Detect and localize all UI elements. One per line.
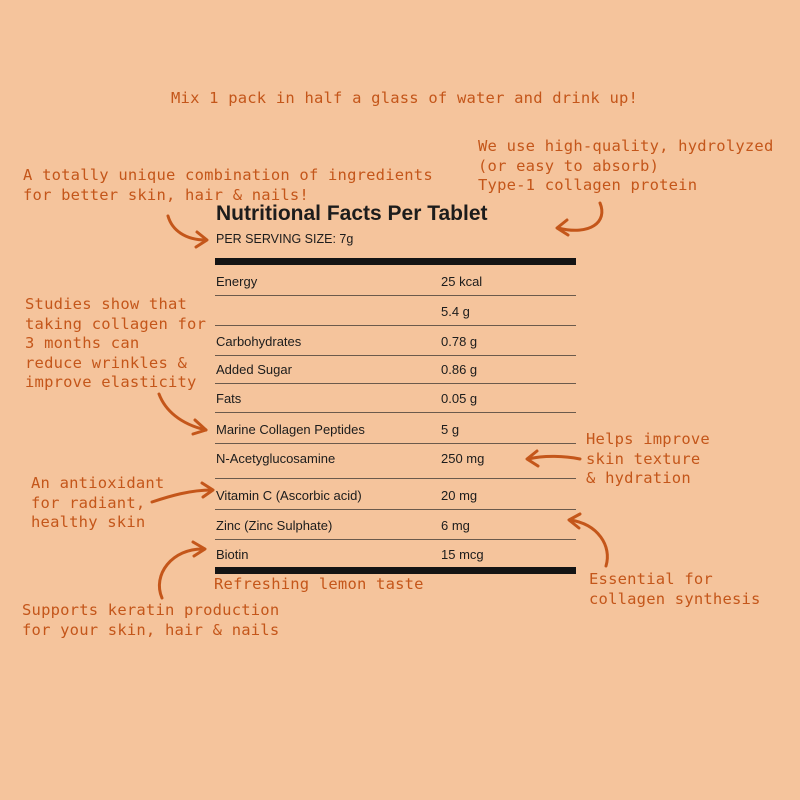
panel-title: Nutritional Facts Per Tablet [216, 202, 488, 225]
nutrient-name: Fats [216, 391, 242, 406]
nutrient-amount: 0.78 g [441, 334, 478, 349]
table-row [215, 413, 576, 444]
nutrient-amount: 5 g [441, 422, 460, 437]
table-row [215, 444, 576, 479]
table-row [215, 356, 576, 384]
nutrient-name: Carbohydrates [216, 334, 302, 349]
table-row [215, 540, 576, 568]
nutrient-amount: 0.05 g [441, 391, 478, 406]
antioxidant-note: An antioxidant for radiant, healthy skin [31, 474, 165, 531]
unique-combination-note: A totally unique combination of ingredients for better skin, hair & nails! [23, 166, 433, 204]
nutrient-amount: 15 mcg [441, 547, 484, 562]
nutrient-amount: 25 kcal [441, 274, 483, 289]
curved-arrow-icon [168, 216, 207, 247]
nutrient-name: Vitamin C (Ascorbic acid) [216, 488, 362, 503]
nutrient-amount: 0.86 g [441, 362, 478, 377]
serving-size: PER SERVING SIZE: 7g [216, 232, 354, 246]
curved-arrow-icon [557, 203, 602, 235]
skin-texture-note: Helps improve skin texture & hydration [586, 430, 710, 487]
table-row [215, 296, 576, 326]
nutrient-amount: 250 mg [441, 451, 485, 466]
collagen-synthesis-note: Essential for collagen synthesis [589, 570, 761, 608]
mix-instruction: Mix 1 pack in half a glass of water and drink up! [171, 89, 639, 107]
table-row [215, 265, 576, 296]
curved-arrow-icon [159, 542, 205, 598]
table-row [215, 510, 576, 540]
table-row [215, 326, 576, 356]
nutrient-amount: 20 mg [441, 488, 478, 503]
curved-arrow-icon [152, 483, 213, 502]
nutrient-amount: 6 mg [441, 518, 470, 533]
nutrient-name: Energy [216, 274, 258, 289]
nutrient-name: Marine Collagen Peptides [216, 422, 365, 437]
panel-top-rule [215, 258, 576, 265]
curved-arrow-icon [159, 394, 206, 434]
studies-note: Studies show that taking collagen for 3 months can reduce wrinkles & improve elasticity [25, 295, 207, 391]
nutrient-name: N-Acetyglucosamine [216, 451, 336, 466]
nutrient-amount: 5.4 g [441, 304, 470, 319]
hydrolyzed-collagen-note: We use high-quality, hydrolyzed (or easy to absorb) Type-1 collagen protein [478, 137, 774, 194]
table-row [215, 384, 576, 413]
nutrient-name: Added Sugar [216, 362, 292, 377]
lemon-taste-note: Refreshing lemon taste [214, 575, 424, 593]
panel-bottom-rule [215, 567, 576, 574]
table-row [215, 479, 576, 510]
nutrient-name: Biotin [216, 547, 249, 562]
nutrient-name: Zinc (Zinc Sulphate) [216, 518, 333, 533]
keratin-note: Supports keratin production for your skin, hair & nails [22, 601, 280, 639]
